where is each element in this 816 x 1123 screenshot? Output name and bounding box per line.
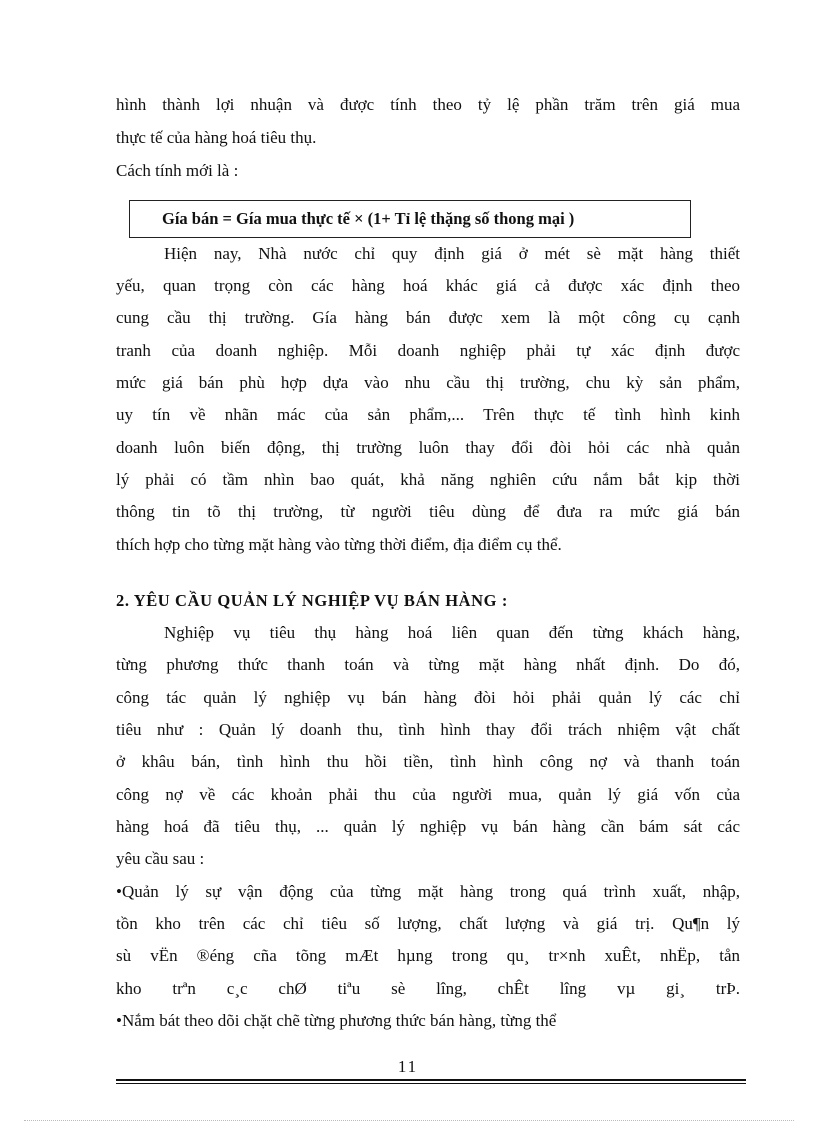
bullet-line: •Quản lý sự vận động của từng mặt hàng trong quá trình xuất, nhập, (116, 882, 740, 901)
footer-rule (116, 1079, 746, 1081)
footer-rule (116, 1083, 746, 1084)
text-line: kho trªn c¸c chØ tiªu sè lîng, chÊt lîng vµ gi¸ trÞ. (116, 979, 740, 998)
text-line: doanh luôn biến động, thị trường luôn thay đổi đòi hỏi các nhà quản (116, 438, 740, 457)
bullet-line: •Nắm bát theo dõi chặt chẽ từng phương thức bán hàng, từng thể (116, 1011, 557, 1030)
text-line: từng phương thức thanh toán và từng mặt hàng nhất định. Do đó, (116, 655, 740, 674)
text-line: tranh của doanh nghiệp. Mỗi doanh nghiệp phải tự xác định được (116, 341, 740, 360)
formula-box (129, 200, 691, 238)
text-line: Nghiệp vụ tiêu thụ hàng hoá liên quan đến từng khách hàng, (164, 623, 740, 642)
text-line: công tác quản lý nghiệp vụ bán hàng đòi hỏi phải quản lý các chỉ (116, 688, 740, 707)
text-line: sù vËn ®éng cña tõng mÆt hµng trong qu¸ tr×nh xuÊt, nhËp, tån (116, 946, 740, 965)
page-edge-divider (24, 1120, 794, 1121)
page-number: 11 (397, 1057, 419, 1076)
text-line: hình thành lợi nhuận và được tính theo tỷ lệ phần trăm trên giá mua (116, 95, 740, 114)
text-line: mức giá bán phù hợp dựa vào nhu cầu thị trường, chu kỳ sản phẩm, (116, 373, 740, 392)
text-line: thông tin tõ thị trường, từ người tiêu dùng để đưa ra mức giá bán (116, 502, 740, 521)
text-line: công nợ về các khoản phải thu của người mua, quản lý giá vốn của (116, 785, 740, 804)
text-line: ở khâu bán, tình hình thu hồi tiền, tình hình công nợ và thanh toán (116, 752, 740, 771)
text-line: hàng hoá đã tiêu thụ, ... quản lý nghiệp vụ bán hàng cần bám sát các (116, 817, 740, 836)
text-line: tiêu như : Quản lý doanh thu, tình hình thay đổi trách nhiệm vật chất (116, 720, 740, 739)
text-line: lý phải có tầm nhìn bao quát, khả năng nghiên cứu nắm bắt kịp thời (116, 470, 740, 489)
text-line: yêu cầu sau : (116, 849, 205, 868)
text-line: yếu, quan trọng còn các hàng hoá khác giá cả được xác định theo (116, 276, 740, 295)
text-line: Cách tính mới là : (116, 161, 239, 180)
text-line: tồn kho trên các chỉ tiêu số lượng, chất lượng và giá trị. Qu¶n lý (116, 914, 740, 933)
text-line: thích hợp cho từng mặt hàng vào từng thời điểm, địa điểm cụ thể. (116, 535, 562, 554)
text-line: Hiện nay, Nhà nước chỉ quy định giá ở mét sè mặt hàng thiết (164, 244, 740, 263)
text-line: uy tín về nhãn mác của sản phẩm,... Trên thực tế tình hình kinh (116, 405, 740, 424)
section-heading: 2. YÊU CẦU QUẢN LÝ NGHIỆP VỤ BÁN HÀNG : (116, 591, 508, 610)
formula-text: Gía bán = Gía mua thực tế × (1+ Tỉ lệ thặng số thong mại ) (162, 209, 575, 228)
text-line: thực tế của hàng hoá tiêu thụ. (116, 128, 317, 147)
text-line: cung cầu thị trường. Gía hàng bán được xem là một công cụ cạnh (116, 308, 740, 327)
